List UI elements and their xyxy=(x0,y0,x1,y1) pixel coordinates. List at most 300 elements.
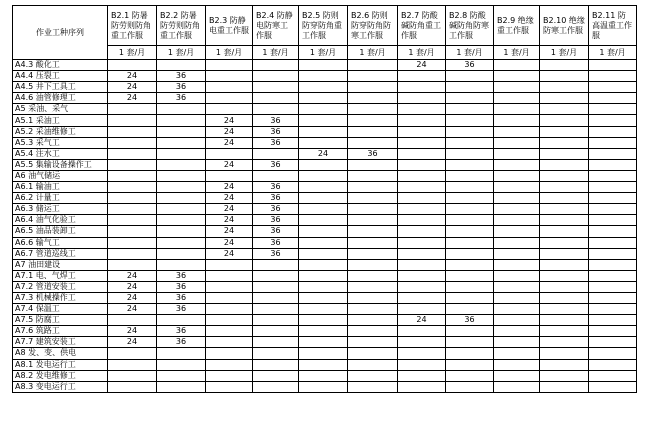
table-cell xyxy=(589,381,637,392)
table-row xyxy=(13,292,637,303)
table-cell: 24 xyxy=(206,248,253,259)
table-cell xyxy=(540,270,589,281)
column-unit: 1 套/月 xyxy=(446,46,494,60)
table-row xyxy=(13,259,637,270)
column-header: B2.9 绝缘重工作服 xyxy=(494,6,540,46)
table-cell xyxy=(446,281,494,292)
table-cell xyxy=(446,126,494,137)
table-cell: 24 xyxy=(398,60,446,71)
column-header: B2.10 绝缘防寒工作服 xyxy=(540,6,589,46)
table-cell xyxy=(299,204,348,215)
row-label: A7.2 管道安装工 xyxy=(13,281,108,292)
row-label: A5.2 采油维修工 xyxy=(13,126,108,137)
table-cell xyxy=(157,348,206,359)
table-cell: 24 xyxy=(108,281,157,292)
table-cell xyxy=(589,137,637,148)
table-cell xyxy=(348,215,398,226)
row-label: A6.3 储运工 xyxy=(13,204,108,215)
table-cell: 24 xyxy=(206,182,253,193)
table-cell: 36 xyxy=(253,204,299,215)
table-cell xyxy=(540,82,589,93)
table-cell xyxy=(348,337,398,348)
table-cell xyxy=(589,237,637,248)
row-label: A7.1 电、气焊工 xyxy=(13,270,108,281)
table-cell xyxy=(540,115,589,126)
table-cell xyxy=(299,115,348,126)
table-cell xyxy=(206,359,253,370)
table-cell xyxy=(446,148,494,159)
table-cell xyxy=(206,348,253,359)
table-cell: 36 xyxy=(348,148,398,159)
table-cell xyxy=(299,248,348,259)
table-cell xyxy=(446,237,494,248)
table-cell xyxy=(589,204,637,215)
row-label: A4.4 压裂工 xyxy=(13,71,108,82)
table-cell xyxy=(348,126,398,137)
table-cell xyxy=(253,259,299,270)
table-cell: 36 xyxy=(253,237,299,248)
table-cell xyxy=(589,159,637,170)
table-cell: 36 xyxy=(157,326,206,337)
table-cell xyxy=(589,281,637,292)
table-cell: 36 xyxy=(253,182,299,193)
table-cell xyxy=(299,126,348,137)
table-cell xyxy=(398,204,446,215)
table-cell xyxy=(589,60,637,71)
table-cell xyxy=(253,60,299,71)
table-cell xyxy=(348,292,398,303)
table-cell xyxy=(398,337,446,348)
table-cell xyxy=(108,115,157,126)
table-cell xyxy=(446,226,494,237)
table-cell xyxy=(108,126,157,137)
table-cell xyxy=(446,381,494,392)
row-label: A5.4 注水工 xyxy=(13,148,108,159)
table-cell xyxy=(348,248,398,259)
table-row xyxy=(13,326,637,337)
row-label: A7.7 建筑安装工 xyxy=(13,337,108,348)
table-cell xyxy=(398,326,446,337)
table-cell xyxy=(108,137,157,148)
table-cell: 24 xyxy=(108,292,157,303)
table-row xyxy=(13,170,637,181)
table-cell xyxy=(494,281,540,292)
table-cell xyxy=(299,93,348,104)
row-label: A5.5 集输设备操作工 xyxy=(13,159,108,170)
table-cell xyxy=(348,326,398,337)
table-cell xyxy=(299,182,348,193)
table-cell xyxy=(494,370,540,381)
table-cell xyxy=(108,381,157,392)
table-cell xyxy=(494,182,540,193)
table-cell xyxy=(540,237,589,248)
table-cell xyxy=(398,182,446,193)
table-row xyxy=(13,204,637,215)
table-cell xyxy=(253,82,299,93)
table-cell xyxy=(589,170,637,181)
table-cell xyxy=(589,215,637,226)
table-cell xyxy=(206,337,253,348)
table-cell xyxy=(108,237,157,248)
table-cell xyxy=(446,348,494,359)
table-cell xyxy=(446,248,494,259)
table-cell xyxy=(540,159,589,170)
table-cell xyxy=(299,292,348,303)
table-cell xyxy=(299,370,348,381)
table-cell: 24 xyxy=(206,115,253,126)
table-cell xyxy=(157,248,206,259)
column-unit: 1 套/月 xyxy=(398,46,446,60)
table-cell xyxy=(253,104,299,115)
column-header: B2.11 防高温重工作服 xyxy=(589,6,637,46)
table-cell xyxy=(299,215,348,226)
table-cell xyxy=(206,281,253,292)
table-cell xyxy=(398,93,446,104)
table-cell xyxy=(589,359,637,370)
table-cell xyxy=(206,93,253,104)
table-cell xyxy=(589,292,637,303)
table-cell xyxy=(299,60,348,71)
table-cell xyxy=(253,148,299,159)
table-cell xyxy=(157,204,206,215)
table-cell: 36 xyxy=(446,60,494,71)
table-cell xyxy=(398,126,446,137)
table-cell xyxy=(540,359,589,370)
table-cell xyxy=(206,71,253,82)
table-cell xyxy=(108,182,157,193)
table-cell xyxy=(540,259,589,270)
table-cell xyxy=(398,115,446,126)
table-cell xyxy=(348,381,398,392)
row-label: A8.3 变电运行工 xyxy=(13,381,108,392)
table-row xyxy=(13,370,637,381)
table-cell xyxy=(348,304,398,315)
table-cell xyxy=(253,281,299,292)
table-cell xyxy=(253,170,299,181)
table-cell xyxy=(494,292,540,303)
table-row xyxy=(13,215,637,226)
table-cell xyxy=(446,204,494,215)
table-cell xyxy=(540,304,589,315)
table-cell xyxy=(299,259,348,270)
table-cell xyxy=(540,60,589,71)
column-header: B2.1 防暑防劳则防角重工作服 xyxy=(108,6,157,46)
table-cell xyxy=(206,259,253,270)
table-row xyxy=(13,159,637,170)
table-cell xyxy=(589,93,637,104)
table-cell: 36 xyxy=(157,82,206,93)
table-cell xyxy=(299,137,348,148)
table-cell xyxy=(299,170,348,181)
row-label: A7 油田建设 xyxy=(13,259,108,270)
table-cell xyxy=(299,270,348,281)
table-cell xyxy=(108,359,157,370)
table-cell xyxy=(494,82,540,93)
table-cell xyxy=(348,104,398,115)
table-cell xyxy=(589,370,637,381)
table-cell xyxy=(589,148,637,159)
table-cell xyxy=(206,148,253,159)
table-cell xyxy=(589,259,637,270)
table-cell xyxy=(446,292,494,303)
table-cell xyxy=(589,115,637,126)
table-cell xyxy=(446,359,494,370)
table-cell xyxy=(398,226,446,237)
table-cell xyxy=(108,215,157,226)
table-cell xyxy=(206,82,253,93)
table-cell xyxy=(157,193,206,204)
table-cell: 24 xyxy=(206,226,253,237)
table-cell: 24 xyxy=(206,126,253,137)
table-cell xyxy=(494,215,540,226)
column-header: B2.3 防静电重工作服 xyxy=(206,6,253,46)
table-cell xyxy=(589,226,637,237)
table-cell xyxy=(540,348,589,359)
table-cell xyxy=(299,281,348,292)
table-cell: 36 xyxy=(157,93,206,104)
table-cell xyxy=(157,359,206,370)
table-cell xyxy=(540,370,589,381)
table-cell: 36 xyxy=(253,193,299,204)
table-cell xyxy=(398,248,446,259)
table-cell xyxy=(540,337,589,348)
table-cell xyxy=(540,104,589,115)
table-cell xyxy=(108,148,157,159)
row-label: A8.2 发电维修工 xyxy=(13,370,108,381)
table-row xyxy=(13,148,637,159)
row-label: A4.3 酸化工 xyxy=(13,60,108,71)
table-cell xyxy=(446,71,494,82)
table-cell xyxy=(348,159,398,170)
column-header: B2.4 防静电防寒工作服 xyxy=(253,6,299,46)
table-row xyxy=(13,60,637,71)
table-cell xyxy=(398,304,446,315)
table-body xyxy=(13,60,637,393)
table-cell xyxy=(348,204,398,215)
table-cell xyxy=(299,337,348,348)
table-cell xyxy=(253,304,299,315)
table-cell xyxy=(589,348,637,359)
table-cell xyxy=(540,193,589,204)
table-cell xyxy=(253,348,299,359)
table-cell xyxy=(108,315,157,326)
table-cell xyxy=(589,104,637,115)
table-cell xyxy=(157,170,206,181)
row-label: A4.5 井下工具工 xyxy=(13,82,108,93)
column-unit: 1 套/月 xyxy=(253,46,299,60)
table-cell xyxy=(157,315,206,326)
table-cell xyxy=(540,281,589,292)
table-cell xyxy=(398,170,446,181)
table-cell xyxy=(253,315,299,326)
table-cell: 36 xyxy=(446,315,494,326)
table-cell xyxy=(299,82,348,93)
table-cell xyxy=(299,193,348,204)
table-cell xyxy=(398,71,446,82)
table-cell xyxy=(206,292,253,303)
table-cell xyxy=(494,159,540,170)
table-cell: 24 xyxy=(398,315,446,326)
table-cell: 36 xyxy=(253,126,299,137)
table-cell xyxy=(108,104,157,115)
table-cell xyxy=(446,193,494,204)
table-row xyxy=(13,137,637,148)
table-cell: 36 xyxy=(157,304,206,315)
table-cell xyxy=(348,60,398,71)
table-cell xyxy=(157,126,206,137)
table-cell: 36 xyxy=(253,115,299,126)
table-cell xyxy=(589,304,637,315)
table-cell xyxy=(299,381,348,392)
table-cell xyxy=(348,370,398,381)
table-cell xyxy=(494,315,540,326)
table-cell xyxy=(398,381,446,392)
table-cell xyxy=(348,71,398,82)
table-cell xyxy=(348,281,398,292)
table-cell: 36 xyxy=(157,71,206,82)
table-cell xyxy=(589,326,637,337)
table-cell xyxy=(540,182,589,193)
table-cell xyxy=(398,281,446,292)
table-cell xyxy=(540,126,589,137)
table-cell xyxy=(494,326,540,337)
table-cell xyxy=(398,237,446,248)
table-cell: 24 xyxy=(206,159,253,170)
column-unit: 1 套/月 xyxy=(157,46,206,60)
table-cell xyxy=(299,104,348,115)
table-cell xyxy=(494,348,540,359)
table-cell xyxy=(206,326,253,337)
table-cell xyxy=(157,226,206,237)
table-cell xyxy=(348,348,398,359)
column-header: B2.2 防暑防劳则防角重工作服 xyxy=(157,6,206,46)
table-row xyxy=(13,237,637,248)
table-cell xyxy=(157,259,206,270)
table-row xyxy=(13,381,637,392)
column-header: B2.6 防则防穿防角防寒工作服 xyxy=(348,6,398,46)
column-unit: 1 套/月 xyxy=(494,46,540,60)
column-unit: 1 套/月 xyxy=(540,46,589,60)
table-cell xyxy=(446,337,494,348)
table-cell xyxy=(446,304,494,315)
table-cell: 24 xyxy=(108,270,157,281)
table-cell xyxy=(206,370,253,381)
table-row xyxy=(13,281,637,292)
table-cell xyxy=(299,71,348,82)
table-cell xyxy=(540,226,589,237)
table-row xyxy=(13,315,637,326)
table-cell xyxy=(494,270,540,281)
table-cell xyxy=(348,115,398,126)
row-label: A8 发、变、供电 xyxy=(13,348,108,359)
table-cell xyxy=(398,193,446,204)
table-cell xyxy=(157,381,206,392)
table-cell xyxy=(494,193,540,204)
table-cell xyxy=(348,259,398,270)
row-label: A5.1 采油工 xyxy=(13,115,108,126)
table-cell xyxy=(108,259,157,270)
table-row xyxy=(13,193,637,204)
row-label: A5.3 采气工 xyxy=(13,137,108,148)
table-cell: 24 xyxy=(206,215,253,226)
table-cell xyxy=(494,381,540,392)
table-cell xyxy=(206,270,253,281)
table-cell xyxy=(494,226,540,237)
column-unit: 1 套/月 xyxy=(108,46,157,60)
table-cell xyxy=(206,304,253,315)
row-label: A5 采油、采气 xyxy=(13,104,108,115)
table-row xyxy=(13,304,637,315)
table-row xyxy=(13,248,637,259)
table-row xyxy=(13,359,637,370)
table-cell xyxy=(494,204,540,215)
row-label: A6.7 管道巡线工 xyxy=(13,248,108,259)
protective-clothing-table xyxy=(12,5,637,393)
table-cell xyxy=(108,226,157,237)
table-cell xyxy=(540,204,589,215)
table-cell xyxy=(157,159,206,170)
table-row xyxy=(13,71,637,82)
table-cell xyxy=(494,304,540,315)
row-label: A7.5 防腐工 xyxy=(13,315,108,326)
table-cell xyxy=(446,270,494,281)
table-cell xyxy=(348,270,398,281)
table-cell: 36 xyxy=(253,226,299,237)
table-cell xyxy=(206,381,253,392)
table-cell xyxy=(253,292,299,303)
table-row xyxy=(13,93,637,104)
table-cell xyxy=(494,237,540,248)
table-cell xyxy=(398,370,446,381)
row-label: A6.6 输气工 xyxy=(13,237,108,248)
table-cell xyxy=(253,370,299,381)
table-cell: 24 xyxy=(108,304,157,315)
table-cell xyxy=(108,170,157,181)
table-cell xyxy=(446,170,494,181)
table-cell xyxy=(348,237,398,248)
table-cell: 36 xyxy=(253,248,299,259)
table-cell xyxy=(540,292,589,303)
table-row xyxy=(13,182,637,193)
table-cell xyxy=(299,315,348,326)
table-cell xyxy=(108,248,157,259)
table-cell xyxy=(494,359,540,370)
table-row xyxy=(13,115,637,126)
table-cell xyxy=(446,159,494,170)
table-row xyxy=(13,226,637,237)
table-cell xyxy=(348,82,398,93)
table-cell xyxy=(253,93,299,104)
table-cell xyxy=(108,370,157,381)
table-cell xyxy=(348,170,398,181)
row-label: A6.1 输油工 xyxy=(13,182,108,193)
table-cell: 24 xyxy=(108,326,157,337)
table-cell xyxy=(348,137,398,148)
corner-header: 作业工种序列 xyxy=(13,6,108,60)
row-label: A7.6 筑路工 xyxy=(13,326,108,337)
row-label: A6 油气储运 xyxy=(13,170,108,181)
table-cell xyxy=(299,237,348,248)
table-cell xyxy=(299,359,348,370)
table-row xyxy=(13,348,637,359)
table-cell xyxy=(494,71,540,82)
table-row xyxy=(13,270,637,281)
table-cell xyxy=(494,104,540,115)
table-cell xyxy=(494,126,540,137)
table-cell xyxy=(348,193,398,204)
table-cell xyxy=(589,193,637,204)
table-cell xyxy=(589,337,637,348)
